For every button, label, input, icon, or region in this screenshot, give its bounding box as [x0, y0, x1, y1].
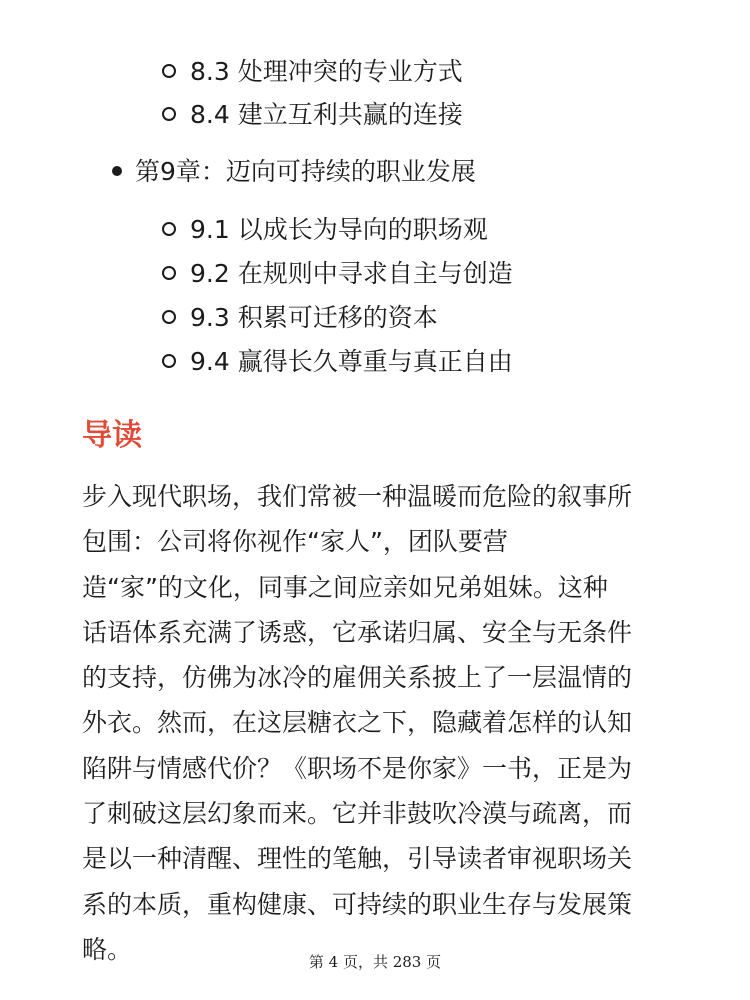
toc-item-label: 9.4 赢得长久尊重与真正自由 — [190, 347, 513, 376]
toc-item-9-2 — [162, 252, 513, 296]
toc-item-8-4 — [162, 93, 463, 137]
body-line: 外衣。然而，在这层糖衣之下，隐藏着怎样的认知 — [82, 708, 633, 738]
page-number-label: 第 4 页，共 283 页 — [308, 953, 442, 971]
toc-item-9-1 — [162, 208, 488, 252]
filled-bullet-icon — [112, 166, 122, 176]
body-line: 步入现代职场，我们常被一种温暖而危险的叙事所 — [82, 482, 633, 511]
body-line: 了刺破这层幻象而来。它并非鼓吹冷漠与疏离，而 — [82, 799, 633, 829]
toc-item-label: 9.3 积累可迁移的资本 — [190, 303, 438, 332]
body-line: 系的本质，重构健康、可持续的职业生存与发展策 — [82, 889, 633, 919]
hollow-bullet-icon — [162, 64, 176, 78]
toc-item-8-3 — [162, 50, 463, 94]
body-line: 是以一种清醒、理性的笔触，引导读者审视职场关 — [82, 844, 633, 874]
section-heading: 导读 — [82, 418, 142, 453]
toc-item-label: 9.2 在规则中寻求自主与创造 — [190, 259, 513, 288]
toc-item-label: 8.4 建立互利共赢的连接 — [190, 100, 463, 129]
toc-item-label: 8.3 处理冲突的专业方式 — [190, 57, 463, 86]
toc-item-9-3 — [162, 296, 438, 340]
body-line: 的支持，仿佛为冰冷的雇佣关系披上了一层温情的 — [82, 663, 633, 693]
hollow-bullet-icon — [162, 107, 176, 121]
body-line: 略。 — [82, 934, 133, 964]
section-body — [82, 474, 682, 972]
page-footer — [0, 950, 750, 974]
hollow-bullet-icon — [162, 222, 176, 236]
hollow-bullet-icon — [162, 266, 176, 280]
body-line: 陷阱与情感代价？《职场不是你家》一书，正是为 — [82, 753, 633, 783]
hollow-bullet-icon — [162, 354, 176, 368]
body-line: 话语体系充满了诱惑，它承诺归属、安全与无条件 — [82, 617, 633, 647]
toc-item-9-4 — [162, 340, 513, 384]
toc-item-label: 9.1 以成长为导向的职场观 — [190, 215, 488, 244]
toc-chapter-9 — [112, 150, 476, 194]
body-line: 包围：公司将你视作“家人”，团队要营 — [82, 527, 508, 557]
hollow-bullet-icon — [162, 310, 176, 324]
body-line: 造“家”的文化，同事之间应亲如兄弟姐妹。这种 — [82, 572, 608, 602]
toc-chapter-label: 第9章：迈向可持续的职业发展 — [135, 157, 476, 186]
